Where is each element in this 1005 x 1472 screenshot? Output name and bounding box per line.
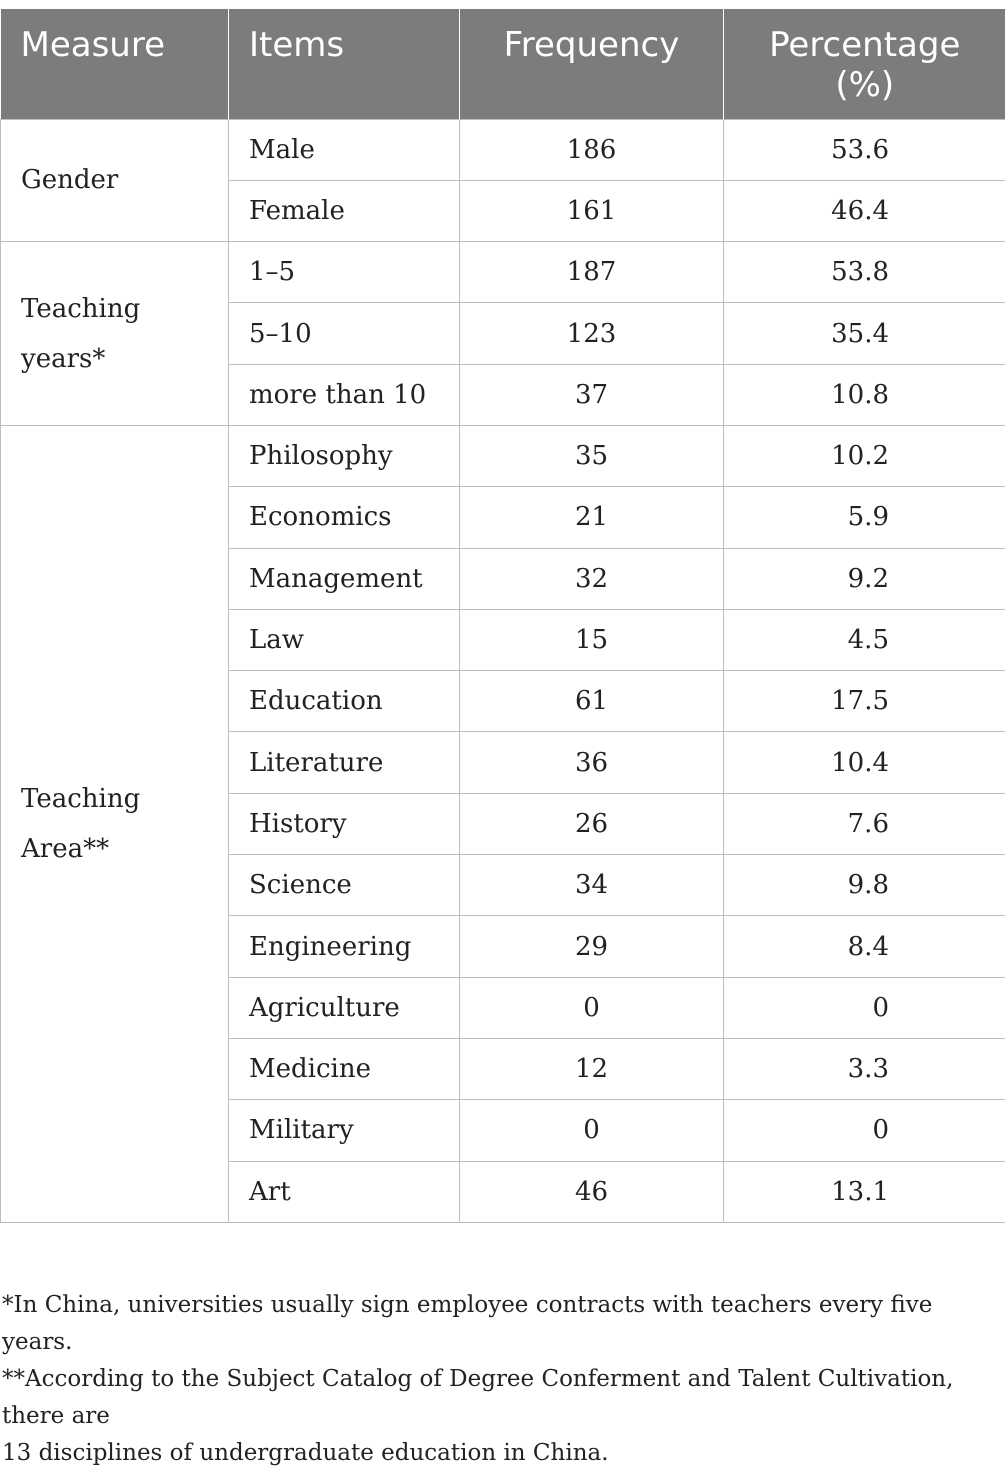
cell-frequency: 21 (460, 487, 724, 548)
cell-item: Engineering (229, 916, 460, 977)
cell-frequency: 12 (460, 1038, 724, 1099)
cell-frequency: 35 (460, 425, 724, 486)
cell-percentage: 46.4 (724, 180, 1005, 241)
cell-item: History (229, 793, 460, 854)
header-measure: Measure (1, 9, 229, 119)
cell-frequency: 32 (460, 548, 724, 609)
demographics-table-container (0, 9, 1005, 1223)
group-label-teaching-area-line2: Area** (21, 834, 109, 864)
cell-item: Literature (229, 732, 460, 793)
demographics-table (0, 9, 1005, 1223)
cell-frequency: 186 (460, 119, 724, 180)
cell-item: Science (229, 855, 460, 916)
cell-item: Philosophy (229, 425, 460, 486)
cell-frequency: 26 (460, 793, 724, 854)
cell-frequency: 29 (460, 916, 724, 977)
cell-percentage: 7.6 (724, 793, 1005, 854)
cell-percentage: 5.9 (724, 487, 1005, 548)
header-percentage-line2: (%) (835, 65, 894, 105)
table-row (1, 119, 1005, 180)
footnote-contract: *In China, universities usually sign employee contracts with teachers every five years. (2, 1287, 1002, 1361)
group-label-teaching-years: Teaching years* (1, 242, 229, 426)
header-items: Items (229, 9, 460, 119)
cell-frequency: 37 (460, 364, 724, 425)
cell-percentage: 13.1 (724, 1161, 1005, 1222)
cell-percentage: 0 (724, 977, 1005, 1038)
cell-frequency: 161 (460, 180, 724, 241)
header-frequency: Frequency (460, 9, 724, 119)
cell-item: Male (229, 119, 460, 180)
cell-percentage: 8.4 (724, 916, 1005, 977)
cell-item: 1–5 (229, 242, 460, 303)
cell-percentage: 53.8 (724, 242, 1005, 303)
cell-frequency: 15 (460, 609, 724, 670)
table-row (1, 425, 1005, 486)
cell-percentage: 17.5 (724, 671, 1005, 732)
cell-frequency: 0 (460, 977, 724, 1038)
cell-item: Law (229, 609, 460, 670)
footnote-disciplines (2, 1361, 1002, 1472)
header-percentage (724, 9, 1005, 119)
cell-percentage: 0 (724, 1100, 1005, 1161)
cell-frequency: 34 (460, 855, 724, 916)
table-footnotes (2, 1287, 1002, 1472)
table-header (1, 9, 1005, 119)
group-label-teaching-area-line1: Teaching (21, 784, 140, 814)
cell-percentage: 3.3 (724, 1038, 1005, 1099)
cell-item: Female (229, 180, 460, 241)
cell-item: Economics (229, 487, 460, 548)
cell-frequency: 123 (460, 303, 724, 364)
group-label-gender: Gender (1, 119, 229, 242)
cell-item: Art (229, 1161, 460, 1222)
cell-percentage: 9.2 (724, 548, 1005, 609)
cell-frequency: 187 (460, 242, 724, 303)
cell-item: Military (229, 1100, 460, 1161)
cell-percentage: 10.2 (724, 425, 1005, 486)
footnote-disciplines-line1: **According to the Subject Catalog of Degree Conferment and Talent Cultivation, there are (2, 1366, 953, 1429)
cell-frequency: 61 (460, 671, 724, 732)
cell-item: Agriculture (229, 977, 460, 1038)
header-row (1, 9, 1005, 119)
cell-item: Medicine (229, 1038, 460, 1099)
cell-item: 5–10 (229, 303, 460, 364)
cell-frequency: 46 (460, 1161, 724, 1222)
table-row (1, 242, 1005, 303)
cell-item: more than 10 (229, 364, 460, 425)
header-percentage-line1: Percentage (769, 25, 960, 65)
cell-percentage: 9.8 (724, 855, 1005, 916)
cell-percentage: 10.8 (724, 364, 1005, 425)
cell-frequency: 0 (460, 1100, 724, 1161)
cell-percentage: 53.6 (724, 119, 1005, 180)
table-body (1, 119, 1005, 1222)
cell-percentage: 35.4 (724, 303, 1005, 364)
cell-item: Management (229, 548, 460, 609)
cell-item: Education (229, 671, 460, 732)
group-label-teaching-area (1, 425, 229, 1222)
cell-percentage: 4.5 (724, 609, 1005, 670)
cell-percentage: 10.4 (724, 732, 1005, 793)
footnote-disciplines-line2: 13 disciplines of undergraduate education in China. (2, 1440, 609, 1466)
cell-frequency: 36 (460, 732, 724, 793)
